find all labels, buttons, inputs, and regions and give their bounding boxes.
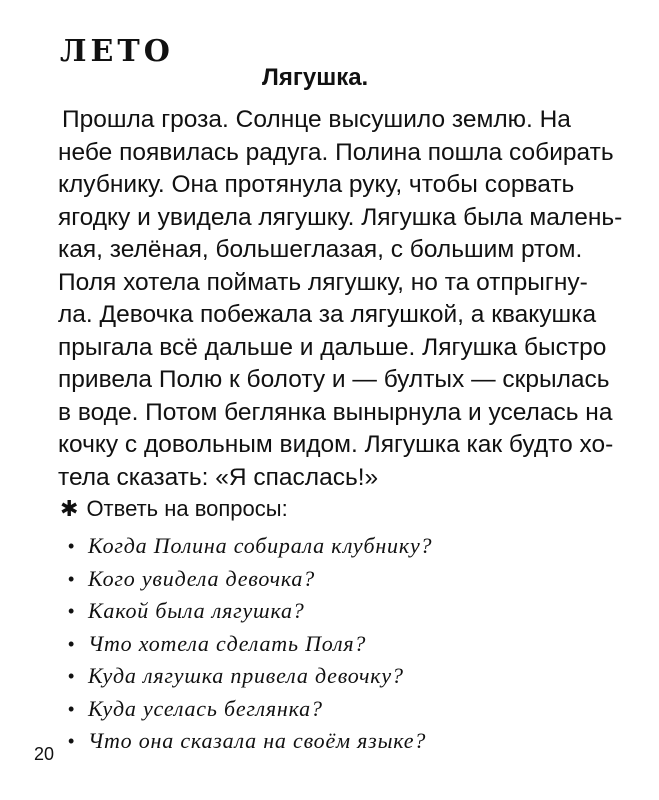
question-list xyxy=(68,530,432,758)
star-icon: ✱ xyxy=(60,496,79,521)
question-text: Что она сказала на своём языке? xyxy=(88,728,427,754)
question-text: Кого увидела девочка? xyxy=(88,565,316,591)
story-title: Лягушка. xyxy=(262,64,369,91)
question-text: Что хотела сделать Поля? xyxy=(88,630,367,656)
task-label: Ответь на вопросы: xyxy=(86,496,288,521)
story-line: кочку с довольным видом. Лягушка как будто хо- xyxy=(58,431,614,458)
question-item xyxy=(68,693,432,726)
story-line: клубнику. Она протянула руку, чтобы сорвать xyxy=(58,171,575,198)
question-text: Куда лягушка привела девочку? xyxy=(88,663,404,689)
bullet-icon: • xyxy=(68,666,75,687)
story-line: Прошла гроза. Солнце высушило землю. На xyxy=(62,106,571,133)
bullet-icon: • xyxy=(68,633,75,654)
story-line: небе появилась радуга. Полина пошла собирать xyxy=(58,138,614,166)
bullet-icon: • xyxy=(68,536,75,557)
section-label: ЛЕТО xyxy=(60,34,174,69)
question-item xyxy=(68,530,432,563)
bullet-icon: • xyxy=(68,731,75,752)
story-line: тела сказать: «Я спаслась!» xyxy=(58,463,379,491)
question-item xyxy=(68,563,432,596)
story-line: ла. Девочка побежала за лягушкой, а квакушка xyxy=(58,301,597,328)
story-text xyxy=(58,104,623,494)
story-line: прыгала всё дальше и дальше. Лягушка быстро xyxy=(58,333,607,361)
bullet-icon: • xyxy=(68,568,75,589)
story-line: ягодку и увидела лягушку. Лягушка была малень- xyxy=(58,203,623,231)
bullet-icon: • xyxy=(68,601,75,622)
question-text: Какой была лягушка? xyxy=(88,598,305,624)
story-line: кая, зелёная, большеглазая, с большим ртом. xyxy=(58,236,583,263)
task-heading xyxy=(60,496,288,522)
story-line: в воде. Потом беглянка вынырнула и уселась на xyxy=(58,398,613,426)
question-item xyxy=(68,595,432,628)
story-line: привела Полю к болоту и — бултых — скрылась xyxy=(58,366,610,393)
story-line: Поля хотела поймать лягушку, но та отпрыгну- xyxy=(58,268,588,296)
question-text: Куда уселась беглянка? xyxy=(88,695,323,721)
question-item xyxy=(68,628,432,661)
question-item xyxy=(68,660,432,693)
page-number: 20 xyxy=(34,744,55,764)
question-text: Когда Полина собирала клубнику? xyxy=(88,533,433,559)
question-item xyxy=(68,725,432,758)
bullet-icon: • xyxy=(68,698,75,719)
